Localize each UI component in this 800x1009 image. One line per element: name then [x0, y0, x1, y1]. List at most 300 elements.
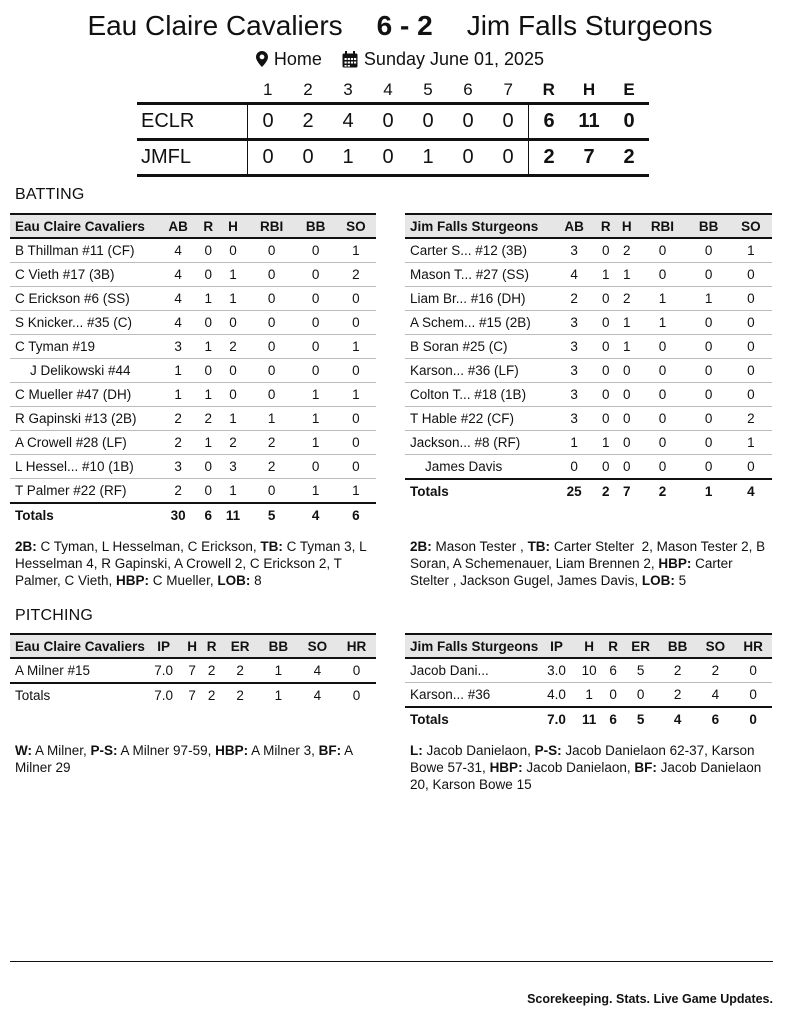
- note-label: LOB:: [641, 573, 675, 588]
- player-row: [10, 263, 376, 287]
- stat-cell: 0: [637, 359, 687, 383]
- col-header: RBI: [248, 214, 296, 238]
- player-row: [10, 431, 376, 455]
- total-cell: 1: [259, 683, 298, 707]
- stat-cell: 2: [218, 335, 247, 359]
- stat-cell: 1: [616, 311, 637, 335]
- stat-cell: 0: [688, 407, 730, 431]
- stat-cell: 2: [202, 658, 222, 683]
- inning-score: 4: [328, 104, 368, 140]
- note-text: Carter Stelter , Jackson Gugel, James Davis,: [410, 556, 737, 588]
- player-row: [10, 238, 376, 263]
- game-info: [0, 46, 800, 72]
- hits-total: 11: [569, 104, 609, 140]
- team-header: Eau Claire Cavaliers: [10, 214, 158, 238]
- note-label: P-S:: [534, 743, 562, 758]
- player-name: Liam Br... #16 (DH): [405, 287, 553, 311]
- inning-score: 2: [288, 104, 328, 140]
- stat-cell: 3: [553, 335, 595, 359]
- stat-cell: 1: [336, 383, 376, 407]
- player-row: [405, 455, 772, 480]
- stat-cell: 3: [553, 407, 595, 431]
- note-label: W:: [15, 743, 32, 758]
- col-header: R: [595, 214, 616, 238]
- pitching-section-title: PITCHING: [15, 607, 94, 624]
- note-text: A Milner 29: [15, 743, 357, 775]
- team-header: Eau Claire Cavaliers: [10, 634, 145, 658]
- hits-total: 7: [569, 140, 609, 176]
- stat-cell: 1: [637, 287, 687, 311]
- stat-cell: 0: [595, 287, 616, 311]
- stat-cell: 0: [688, 455, 730, 480]
- stat-cell: 0: [730, 455, 772, 480]
- stat-cell: 0: [616, 431, 637, 455]
- col-header: H: [182, 634, 202, 658]
- stat-cell: 2: [158, 431, 198, 455]
- inning-score: 0: [488, 140, 529, 176]
- player-row: [10, 455, 376, 479]
- stat-cell: 0: [637, 455, 687, 480]
- errors-total: 2: [609, 140, 649, 176]
- player-name: L Hessel... #10 (1B): [10, 455, 158, 479]
- player-name: C Tyman #19: [10, 335, 158, 359]
- stat-cell: 0: [218, 311, 247, 335]
- stat-cell: 0: [730, 383, 772, 407]
- stat-cell: 0: [734, 658, 772, 683]
- player-name: Karson... #36: [405, 683, 538, 708]
- inning-score: 0: [288, 140, 328, 176]
- batting-header-row: [405, 214, 772, 238]
- note-text: C Tyman, L Hesselman, C Erickson,: [36, 539, 261, 554]
- stat-cell: 0: [336, 359, 376, 383]
- total-cell: 11: [218, 503, 247, 527]
- total-cell: 7: [182, 683, 202, 707]
- note-label: BF:: [318, 743, 342, 758]
- stat-cell: 5: [623, 658, 659, 683]
- note-label: HBP:: [489, 760, 523, 775]
- line-score-header: [137, 78, 649, 104]
- stat-cell: 0: [688, 311, 730, 335]
- stat-cell: 1: [158, 383, 198, 407]
- stat-cell: 1: [198, 287, 218, 311]
- col-header: BB: [659, 634, 697, 658]
- stat-cell: 0: [296, 335, 336, 359]
- total-cell: 6: [697, 707, 735, 731]
- player-row: [405, 311, 772, 335]
- note-label: BF:: [634, 760, 657, 775]
- note-text: Jacob Danielaon 20, Karson Bowe 15: [410, 760, 765, 792]
- stat-cell: 0: [637, 431, 687, 455]
- player-row: [10, 311, 376, 335]
- player-name: Jackson... #8 (RF): [405, 431, 553, 455]
- stat-cell: 4: [158, 263, 198, 287]
- stat-cell: 0: [337, 658, 376, 683]
- col-header: HR: [734, 634, 772, 658]
- total-cell: 4: [730, 479, 772, 503]
- calendar-icon: [342, 51, 358, 68]
- stat-cell: 0: [248, 479, 296, 504]
- totals-label: Totals: [10, 503, 158, 527]
- team-header: Jim Falls Sturgeons: [405, 634, 538, 658]
- stat-cell: 0: [730, 287, 772, 311]
- stat-cell: 3: [553, 311, 595, 335]
- stat-cell: 4: [298, 658, 337, 683]
- line-score-row-home: [137, 140, 649, 176]
- inning-score: 0: [448, 140, 488, 176]
- stat-cell: 6: [604, 658, 623, 683]
- player-name: C Mueller #47 (DH): [10, 383, 158, 407]
- col-header: ER: [221, 634, 259, 658]
- stat-cell: 0: [616, 383, 637, 407]
- note-label: L:: [410, 743, 423, 758]
- player-name: A Milner #15: [10, 658, 145, 683]
- home-team-name: Jim Falls Sturgeons: [466, 10, 713, 41]
- stat-cell: 1: [595, 431, 616, 455]
- stat-cell: 0: [595, 335, 616, 359]
- total-cell: 7.0: [145, 683, 183, 707]
- player-row: [10, 479, 376, 504]
- stat-cell: 3: [158, 455, 198, 479]
- stat-cell: 2: [158, 479, 198, 504]
- line-score-table: [137, 78, 649, 177]
- stat-cell: 1: [616, 335, 637, 359]
- stat-cell: 0: [336, 455, 376, 479]
- stat-cell: 0: [218, 359, 247, 383]
- date-text: Sunday June 01, 2025: [363, 48, 545, 69]
- stat-cell: 0: [248, 311, 296, 335]
- player-row: [405, 407, 772, 431]
- stat-cell: 2: [616, 287, 637, 311]
- batting-notes-home: [410, 538, 772, 589]
- stat-cell: 0: [595, 238, 616, 263]
- stat-cell: 1: [296, 479, 336, 504]
- stat-cell: 3: [553, 383, 595, 407]
- stat-cell: 0: [218, 238, 247, 263]
- pitching-table-away: [10, 633, 376, 707]
- stat-cell: 0: [688, 263, 730, 287]
- stat-cell: 0: [595, 359, 616, 383]
- stat-cell: 0: [296, 359, 336, 383]
- stat-cell: 0: [248, 263, 296, 287]
- stat-cell: 0: [688, 359, 730, 383]
- col-header: R: [604, 634, 623, 658]
- col-header: BB: [259, 634, 298, 658]
- col-header: SO: [730, 214, 772, 238]
- player-row: [405, 287, 772, 311]
- col-header: HR: [337, 634, 376, 658]
- col-header: IP: [145, 634, 183, 658]
- player-row: [405, 383, 772, 407]
- player-row: [405, 263, 772, 287]
- inning-header: 5: [423, 80, 433, 99]
- inning-header: 6: [463, 80, 473, 99]
- stat-cell: 4: [697, 683, 735, 708]
- stat-cell: 0: [688, 238, 730, 263]
- total-cell: 11: [575, 707, 604, 731]
- total-cell: 2: [637, 479, 687, 503]
- runs-total: 2: [529, 140, 570, 176]
- stat-cell: 3.0: [538, 658, 574, 683]
- stat-cell: 2: [697, 658, 735, 683]
- stat-cell: 0: [637, 383, 687, 407]
- col-header: AB: [158, 214, 198, 238]
- stat-cell: 0: [248, 383, 296, 407]
- inning-score: 0: [408, 104, 448, 140]
- total-cell: 2: [221, 683, 259, 707]
- stat-cell: 0: [688, 431, 730, 455]
- col-header: BB: [688, 214, 730, 238]
- stat-cell: 1: [336, 479, 376, 504]
- player-name: A Schem... #15 (2B): [405, 311, 553, 335]
- stat-cell: 0: [730, 311, 772, 335]
- batting-table-away: [10, 213, 376, 527]
- stat-cell: 0: [198, 263, 218, 287]
- total-cell: 2: [595, 479, 616, 503]
- line-score-team-header: [137, 78, 248, 104]
- total-cell: 30: [158, 503, 198, 527]
- totals-label: Totals: [405, 479, 553, 503]
- inning-score: 0: [368, 140, 408, 176]
- totals-row: [405, 707, 772, 731]
- note-label: LOB:: [217, 573, 251, 588]
- col-header: R: [202, 634, 222, 658]
- note-label: HBP:: [215, 743, 249, 758]
- stat-cell: 1: [616, 263, 637, 287]
- note-text: A Milner 97-59,: [117, 743, 216, 758]
- total-cell: 4: [659, 707, 697, 731]
- total-cell: 7.0: [538, 707, 574, 731]
- stat-cell: 1: [198, 335, 218, 359]
- stat-cell: 0: [198, 479, 218, 504]
- stat-cell: 0: [248, 335, 296, 359]
- stat-cell: 1: [259, 658, 298, 683]
- note-label: HBP:: [116, 573, 150, 588]
- runs-total: 6: [529, 104, 570, 140]
- stat-cell: 0: [248, 238, 296, 263]
- stat-cell: 2: [218, 431, 247, 455]
- total-cell: 25: [553, 479, 595, 503]
- stat-cell: 1: [198, 431, 218, 455]
- total-cell: 5: [248, 503, 296, 527]
- footer-divider: [10, 961, 773, 962]
- stat-cell: 0: [688, 383, 730, 407]
- col-header: H: [218, 214, 247, 238]
- note-text: Mason Tester ,: [431, 539, 528, 554]
- final-score: 6 - 2: [376, 10, 433, 41]
- stat-cell: 2: [659, 683, 697, 708]
- stat-cell: 0: [296, 238, 336, 263]
- stat-cell: 0: [730, 335, 772, 359]
- inning-score: 0: [248, 104, 289, 140]
- stat-cell: 0: [198, 359, 218, 383]
- inning-header: 2: [303, 80, 313, 99]
- stat-cell: 2: [198, 407, 218, 431]
- stat-cell: 0: [336, 431, 376, 455]
- stat-cell: 0: [198, 455, 218, 479]
- stat-cell: 2: [659, 658, 697, 683]
- stat-cell: 0: [336, 287, 376, 311]
- stat-cell: 1: [296, 431, 336, 455]
- line-score-row-away: [137, 104, 649, 140]
- stat-cell: 1: [218, 479, 247, 504]
- stat-cell: 4: [158, 311, 198, 335]
- stat-cell: 1: [218, 263, 247, 287]
- col-header: ER: [623, 634, 659, 658]
- player-row: [405, 359, 772, 383]
- stat-cell: 1: [336, 238, 376, 263]
- col-header: IP: [538, 634, 574, 658]
- stat-cell: 1: [296, 383, 336, 407]
- totals-row: [10, 683, 376, 707]
- stat-cell: 1: [158, 359, 198, 383]
- stat-cell: 1: [553, 431, 595, 455]
- stat-cell: 3: [553, 359, 595, 383]
- note-label: TB:: [527, 539, 551, 554]
- col-header: BB: [296, 214, 336, 238]
- stat-cell: 0: [616, 407, 637, 431]
- total-cell: 4: [296, 503, 336, 527]
- stat-cell: 0: [198, 238, 218, 263]
- player-row: [10, 287, 376, 311]
- stat-cell: 2: [553, 287, 595, 311]
- map-pin-icon: [256, 51, 268, 67]
- stat-cell: 0: [730, 359, 772, 383]
- batting-section-title: BATTING: [15, 186, 85, 203]
- stat-cell: 1: [575, 683, 604, 708]
- note-text: C Mueller,: [149, 573, 218, 588]
- note-text: C Tyman 3, L Hesselman 4, R Gapinski, A Crowell 2, C Erickson 2, T Palmer, C Vieth,: [15, 539, 370, 588]
- totals-row: [405, 479, 772, 503]
- stat-cell: 1: [688, 287, 730, 311]
- stat-cell: 0: [296, 455, 336, 479]
- stat-cell: 3: [553, 238, 595, 263]
- player-name: A Crowell #28 (LF): [10, 431, 158, 455]
- stat-cell: 2: [248, 431, 296, 455]
- stat-cell: 1: [218, 407, 247, 431]
- total-cell: 6: [198, 503, 218, 527]
- stat-cell: 1: [595, 263, 616, 287]
- stat-cell: 0: [296, 311, 336, 335]
- total-cell: 0: [734, 707, 772, 731]
- note-label: 2B:: [15, 539, 37, 554]
- inning-score: 0: [488, 104, 529, 140]
- player-name: B Soran #25 (C): [405, 335, 553, 359]
- stat-cell: 2: [158, 407, 198, 431]
- inning-header: 3: [343, 80, 353, 99]
- stat-cell: 0: [218, 383, 247, 407]
- stat-cell: 2: [616, 238, 637, 263]
- note-label: HBP:: [658, 556, 692, 571]
- stat-cell: 0: [616, 455, 637, 480]
- inning-score: 0: [248, 140, 289, 176]
- stat-cell: 1: [637, 311, 687, 335]
- total-cell: 2: [202, 683, 222, 707]
- player-name: T Hable #22 (CF): [405, 407, 553, 431]
- stat-cell: 3: [158, 335, 198, 359]
- stat-cell: 7: [182, 658, 202, 683]
- batting-header-row: [10, 214, 376, 238]
- col-header: H: [575, 634, 604, 658]
- player-row: [405, 683, 772, 708]
- stat-cell: 2: [221, 658, 259, 683]
- runs-header: R: [542, 80, 555, 99]
- total-cell: 5: [623, 707, 659, 731]
- stat-cell: 0: [336, 407, 376, 431]
- stat-cell: 0: [336, 311, 376, 335]
- note-text: A Milner,: [32, 743, 91, 758]
- player-row: [405, 238, 772, 263]
- inning-score: 0: [368, 104, 408, 140]
- note-label: 2B:: [410, 539, 432, 554]
- total-cell: 7: [616, 479, 637, 503]
- stat-cell: 0: [730, 263, 772, 287]
- stat-cell: 1: [730, 238, 772, 263]
- stat-cell: 4.0: [538, 683, 574, 708]
- inning-header: 1: [263, 80, 273, 99]
- player-row: [405, 335, 772, 359]
- batting-table-home: [405, 213, 772, 503]
- total-cell: 6: [336, 503, 376, 527]
- stat-cell: 0: [296, 263, 336, 287]
- pitching-table-home: [405, 633, 772, 731]
- stat-cell: 0: [595, 455, 616, 480]
- player-row: [10, 658, 376, 683]
- player-row: [10, 335, 376, 359]
- stat-cell: 1: [248, 407, 296, 431]
- stat-cell: 0: [616, 359, 637, 383]
- player-name: S Knicker... #35 (C): [10, 311, 158, 335]
- player-name: C Erickson #6 (SS): [10, 287, 158, 311]
- col-header: R: [198, 214, 218, 238]
- stat-cell: 2: [336, 263, 376, 287]
- errors-total: 0: [609, 104, 649, 140]
- note-text: Jacob Danielaon 62-37, Karson Bowe 57-31,: [410, 743, 759, 775]
- col-header: SO: [298, 634, 337, 658]
- totals-label: Totals: [10, 683, 145, 707]
- location-text: Home: [273, 48, 322, 69]
- date-info: [342, 49, 544, 70]
- player-row: [10, 407, 376, 431]
- note-text: A Milner 3,: [248, 743, 319, 758]
- stat-cell: 0: [595, 311, 616, 335]
- stat-cell: 0: [637, 335, 687, 359]
- player-row: [10, 359, 376, 383]
- col-header: SO: [697, 634, 735, 658]
- inning-header: 4: [383, 80, 393, 99]
- note-label: P-S:: [90, 743, 118, 758]
- player-name: R Gapinski #13 (2B): [10, 407, 158, 431]
- total-cell: 4: [298, 683, 337, 707]
- inning-score: 1: [328, 140, 368, 176]
- stat-cell: 0: [198, 311, 218, 335]
- stat-cell: 0: [637, 407, 687, 431]
- total-cell: 6: [604, 707, 623, 731]
- note-text: 8: [250, 573, 262, 588]
- team-header: Jim Falls Sturgeons: [405, 214, 553, 238]
- stat-cell: 1: [730, 431, 772, 455]
- stat-cell: 4: [553, 263, 595, 287]
- player-name: James Davis: [405, 455, 553, 480]
- inning-score: 0: [448, 104, 488, 140]
- player-name: J Delikowski #44: [10, 359, 158, 383]
- inning-header: 7: [503, 80, 513, 99]
- note-text: 5: [674, 573, 687, 588]
- total-cell: 1: [688, 479, 730, 503]
- stat-cell: 1: [218, 287, 247, 311]
- col-header: AB: [553, 214, 595, 238]
- col-header: H: [616, 214, 637, 238]
- stat-cell: 0: [553, 455, 595, 480]
